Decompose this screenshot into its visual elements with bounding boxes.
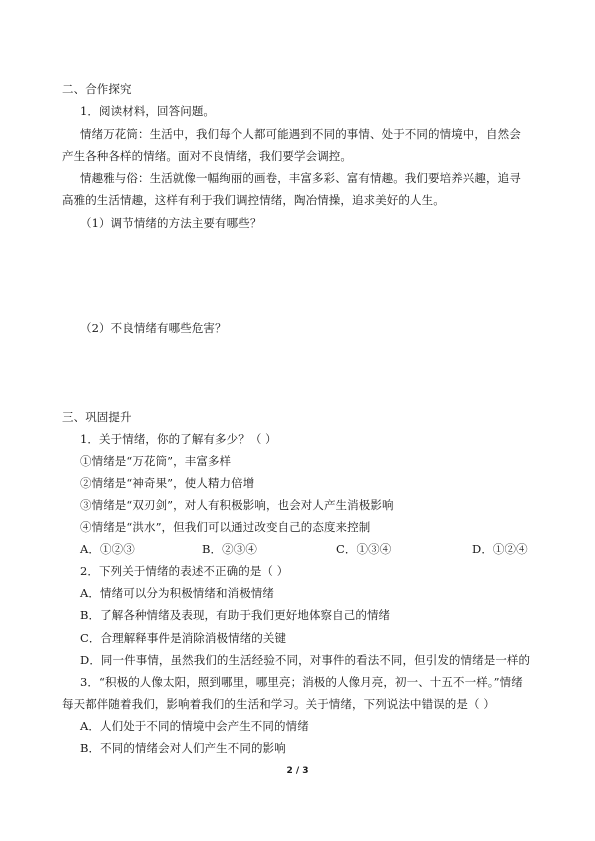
q2-option-c: C．合理解释事件是消除消极情绪的关键 [80, 631, 287, 645]
q1-statement-3: ③情绪是“双刃剑”，对人有积极影响，也会对人产生消极影响 [80, 498, 394, 512]
q1-statement-1: ①情绪是“万花筒”，丰富多样 [80, 454, 232, 468]
sub-question-1: （1）调节情绪的方法主要有哪些？ [80, 216, 262, 230]
section-heading-consolidation: 三、巩固提升 [62, 410, 132, 424]
q1-title: 1．关于情绪，你的了解有多少？（ ） [80, 432, 277, 446]
q1-choice-a: A．①②③ [80, 542, 135, 556]
q3-option-b: B．不同的情绪会对人们产生不同的影响 [80, 741, 286, 755]
q2-option-a: A．情绪可以分为积极情绪和消极情绪 [80, 586, 275, 600]
material-paragraph-1-line-1: 情绪万花筒：生活中，我们每个人都可能遇到不同的事情、处于不同的情境中，自然会 [80, 127, 521, 141]
q3-title-line-1: 3．“积极的人像太阳，照到哪里，哪里亮；消极的人像月亮，初一、十五不一样。”情绪 [80, 675, 523, 689]
q2-option-b: B．了解各种情绪及表现，有助于我们更好地体察自己的情绪 [80, 608, 391, 622]
q1-choice-d: D．①②④ [472, 542, 528, 556]
material-paragraph-1-line-2: 产生各种各样的情绪。面对不良情绪，我们要学会调控。 [62, 149, 352, 163]
page-number: 2 / 3 [286, 766, 309, 776]
q1-statement-2: ②情绪是“神奇果”，使人精力倍增 [80, 476, 255, 490]
q1-choice-b: B．②③④ [202, 542, 257, 556]
question-1-title: 1．阅读材料，回答问题。 [80, 104, 216, 118]
material-paragraph-2-line-2: 高雅的生活情趣，这样有利于我们调控情绪，陶冶情操，追求美好的人生。 [62, 193, 445, 207]
q2-title: 2．下列关于情绪的表述不正确的是（ ） [80, 564, 289, 578]
q1-statement-4: ④情绪是“洪水”，但我们可以通过改变自己的态度来控制 [80, 520, 371, 534]
material-paragraph-2-line-1: 情趣雅与俗：生活就像一幅绚丽的画卷，丰富多彩、富有情趣。我们要培养兴趣，追寻 [80, 171, 521, 185]
q3-title-line-2: 每天都伴随着我们，影响着我们的生活和学习。关于情绪，下列说法中错误的是（ ） [62, 697, 495, 711]
q2-option-d: D．同一件事情，虽然我们的生活经验不同，对事件的看法不同，但引发的情绪是一样的 [80, 653, 531, 667]
q3-option-a: A．人们处于不同的情境中会产生不同的情绪 [80, 719, 309, 733]
section-heading-cooperative-inquiry: 二、合作探究 [62, 82, 132, 96]
q1-choice-c: C．①③④ [336, 542, 392, 556]
sub-question-2: （2）不良情绪有哪些危害？ [80, 321, 227, 335]
